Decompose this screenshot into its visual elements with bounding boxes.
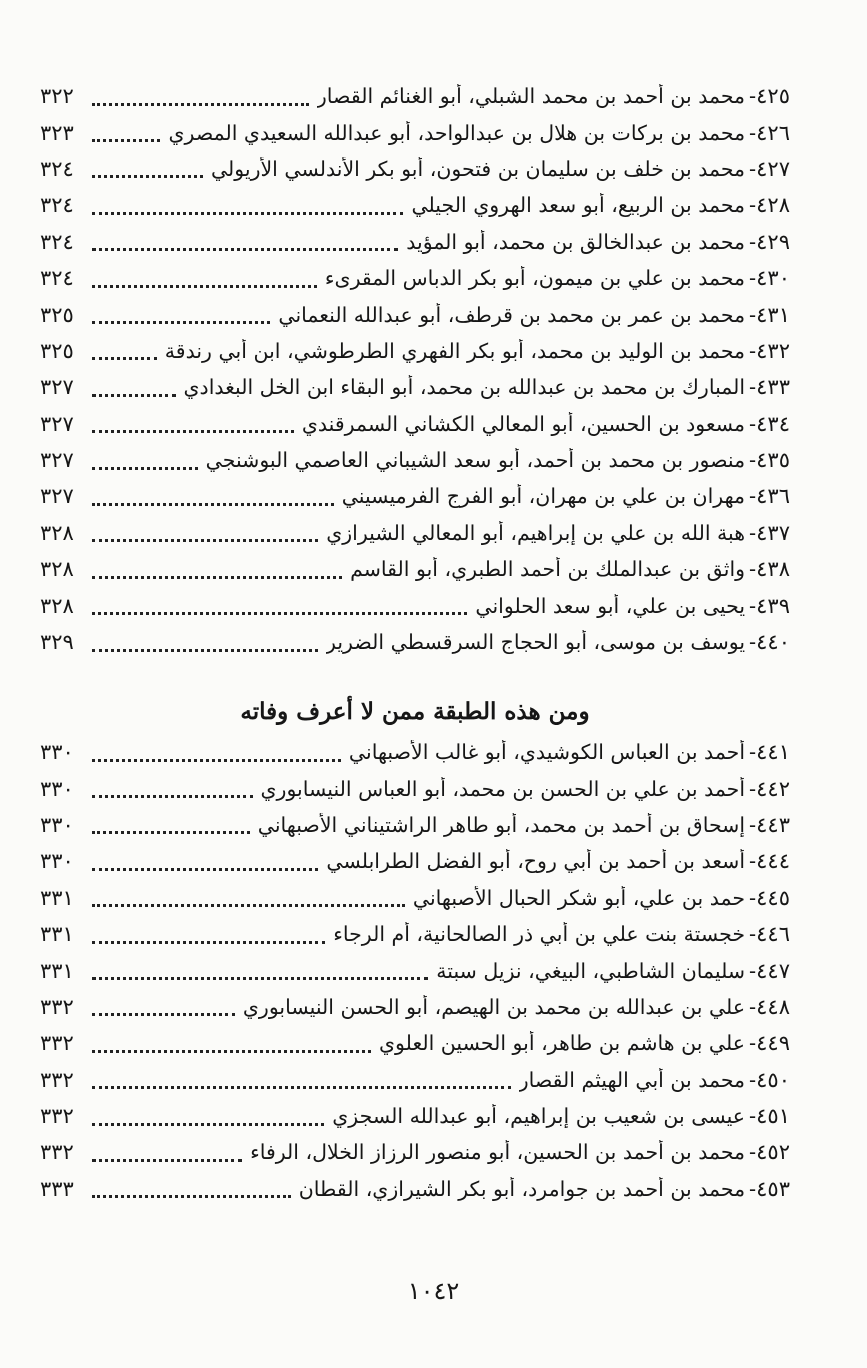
entry-number: ٤٢٥- [749,84,790,109]
dot-leader [92,957,428,980]
entry-page: ٣٢٨ [40,593,74,618]
dot-leader [92,1066,511,1089]
entry-number: ٤٣٦- [749,484,790,509]
entry-page: ٣٣٠ [40,812,74,837]
entry-page: ٣٣٢ [40,1067,74,1092]
index-entry [40,1134,790,1170]
index-entry [40,114,790,150]
entry-page: ٣٢٤ [40,156,74,181]
dot-leader [92,447,198,470]
dot-leader [92,1103,324,1126]
entry-name: إسحاق بن أحمد بن محمد، أبو طاهر الراشتيناني الأصبهاني [257,812,746,837]
index-entry [40,624,790,660]
entry-name: محمد بن الربيع، أبو سعد الهروي الجيلي [411,193,746,218]
entry-name: يحيى بن علي، أبو سعد الحلواني [475,593,746,618]
dot-leader [92,739,341,762]
entry-name: محمد بن أحمد بن محمد الشبلي، أبو الغنائم القصار [316,84,746,109]
dot-leader [92,629,318,652]
entry-number: ٤٤٣- [749,812,790,837]
dot-leader [92,1175,291,1198]
entry-page: ٣٣٣ [40,1176,74,1201]
entry-name: منصور بن محمد بن أحمد، أبو سعد الشيباني العاصمي البوشنجي [205,448,746,473]
entry-page: ٣٢٤ [40,266,74,291]
index-entry [40,1171,790,1207]
index-entry [40,952,790,988]
entry-number: ٤٣٥- [749,448,790,473]
dot-leader [92,556,342,579]
index-entry [40,734,790,770]
index-entry [40,260,790,296]
entry-name: أسعد بن أحمد بن أبي روح، أبو الفضل الطرابلسي [326,849,746,874]
entry-number: ٤٢٧- [749,156,790,181]
entry-page: ٣٢٧ [40,375,74,400]
entry-page: ٣٢٥ [40,302,74,327]
entry-number: ٤٤٢- [749,776,790,801]
entry-page: ٣٢٨ [40,520,74,545]
index-entry [40,187,790,223]
entry-name: مهران بن علي بن مهران، أبو الفرج الفرميسيني [341,484,746,509]
index-entry [40,989,790,1025]
entry-page: ٣٣٠ [40,849,74,874]
entry-number: ٤٢٨- [749,193,790,218]
dot-leader [92,1139,242,1162]
entry-number: ٤٤٤- [749,849,790,874]
entry-name: محمد بن أحمد بن الحسين، أبو منصور الرزاز الخلال، الرفاء [250,1140,746,1165]
entry-number: ٤٥٣- [749,1176,790,1201]
dot-leader [92,265,317,288]
entry-page: ٣٢٩ [40,630,74,655]
entry-number: ٤٤٩- [749,1031,790,1056]
dot-leader [92,410,294,433]
dot-leader [92,775,253,798]
index-entry [40,369,790,405]
entry-number: ٤٤١- [749,740,790,765]
entry-number: ٤٢٦- [749,120,790,145]
entry-page: ٣٣٢ [40,1140,74,1165]
index-entry [40,224,790,260]
entry-name: محمد بن علي بن ميمون، أبو بكر الدباس المقرىء [324,266,746,291]
entry-number: ٤٣٠- [749,266,790,291]
entry-page: ٣٣٠ [40,740,74,765]
dot-leader [92,848,318,871]
index-entry [40,916,790,952]
index-entry [40,551,790,587]
entry-name: أحمد بن علي بن الحسن بن محمد، أبو العباس النيسابوري [260,776,746,801]
entry-name: حمد بن علي، أبو شكر الحبال الأصبهاني [412,885,746,910]
section-heading: ومن هذه الطبقة ممن لا أعرف وفاته [240,698,590,725]
entry-name: محمد بن أبي الهيثم القصار [518,1067,746,1092]
index-entry [40,1025,790,1061]
entry-page: ٣٣٢ [40,1031,74,1056]
entry-page: ٣٣٢ [40,1104,74,1129]
dot-leader [92,993,235,1016]
entry-name: محمد بن بركات بن هلال بن عبدالواحد، أبو عبدالله السعيدي المصري [168,120,746,145]
dot-leader [92,483,334,506]
entry-page: ٣٢٧ [40,484,74,509]
entry-page: ٣٢٤ [40,193,74,218]
entry-name: يوسف بن موسى، أبو الحجاج السرقسطي الضرير [326,630,746,655]
dot-leader [92,921,325,944]
entry-page: ٣٣١ [40,958,74,983]
dot-leader [92,337,157,360]
entry-number: ٤٣١- [749,302,790,327]
entry-number: ٤٣٣- [749,375,790,400]
index-entry [40,587,790,623]
dot-leader [92,884,405,907]
entry-name: محمد بن خلف بن سليمان بن فتحون، أبو بكر الأندلسي الأريولي [210,156,746,181]
entry-page: ٣٢٧ [40,448,74,473]
entry-page: ٣٣١ [40,922,74,947]
index-entry [40,333,790,369]
dot-leader [92,811,250,834]
entry-name: علي بن عبدالله بن محمد بن الهيصم، أبو الحسن النيسابوري [242,994,746,1019]
entry-name: محمد بن الوليد بن محمد، أبو بكر الفهري الطرطوشي، ابن أبي رندقة [164,338,746,363]
entry-page: ٣٣١ [40,885,74,910]
index-entry [40,807,790,843]
entry-page: ٣٢٤ [40,229,74,254]
entry-name: خجستة بنت علي بن أبي ذر الصالحانية، أم الرجاء [333,922,746,947]
index-entry [40,151,790,187]
entry-number: ٤٤٦- [749,922,790,947]
dot-leader [92,83,309,106]
page-number: ١٠٤٢ [407,1277,460,1305]
entry-number: ٤٣٨- [749,557,790,582]
dot-leader [92,119,160,142]
entry-page: ٣٢٣ [40,120,74,145]
entry-name: محمد بن عبدالخالق بن محمد، أبو المؤيد [406,229,746,254]
entry-name: هبة الله بن علي بن إبراهيم، أبو المعالي الشيرازي [326,520,746,545]
entry-number: ٤٣٩- [749,593,790,618]
entry-number: ٤٤٥- [749,885,790,910]
entry-number: ٤٢٩- [749,229,790,254]
entry-name: محمد بن عمر بن محمد بن قرطف، أبو عبدالله النعماني [278,302,746,327]
entries-unknown-list [40,734,790,1207]
entry-number: ٤٥١- [749,1104,790,1129]
entry-name: واثق بن عبدالملك بن أحمد الطبري، أبو القاسم [350,557,746,582]
entry-page: ٣٢٧ [40,411,74,436]
dot-leader [92,519,318,542]
entry-name: سليمان الشاطبي، البيغي، نزيل سبتة [436,958,746,983]
index-entry [40,296,790,332]
entry-name: مسعود بن الحسين، أبو المعالي الكشاني السمرقندي [301,411,746,436]
index-entry [40,406,790,442]
dot-leader [92,592,467,615]
dot-leader [92,228,398,251]
entries-main-list [40,78,790,660]
entry-number: ٤٣٢- [749,338,790,363]
entry-number: ٤٤٨- [749,994,790,1019]
index-entry [40,1098,790,1134]
entry-number: ٤٥٠- [749,1067,790,1092]
entry-page: ٣٢٨ [40,557,74,582]
entry-name: المبارك بن محمد بن عبدالله بن محمد، أبو البقاء ابن الخل البغدادي [183,375,746,400]
dot-leader [92,301,270,324]
index-entry [40,478,790,514]
index-entry [40,442,790,478]
entry-name: علي بن هاشم بن طاهر، أبو الحسين العلوي [379,1031,746,1056]
dot-leader [92,1030,371,1053]
entry-number: ٤٣٧- [749,520,790,545]
index-entry [40,880,790,916]
entry-page: ٣٢٥ [40,338,74,363]
entry-number: ٤٤٧- [749,958,790,983]
index-entry [40,843,790,879]
index-entry [40,78,790,114]
index-entry [40,515,790,551]
index-entry [40,1062,790,1098]
entry-number: ٤٥٢- [749,1140,790,1165]
entry-name: أحمد بن العباس الكوشيدي، أبو غالب الأصبهاني [348,740,746,765]
entry-page: ٣٣٢ [40,994,74,1019]
dot-leader [92,155,203,178]
entry-page: ٣٣٠ [40,776,74,801]
index-entry [40,770,790,806]
dot-leader [92,192,403,215]
dot-leader [92,374,176,397]
entry-number: ٤٤٠- [749,630,790,655]
entry-page: ٣٢٢ [40,84,74,109]
entry-number: ٤٣٤- [749,411,790,436]
entry-name: عيسى بن شعيب بن إبراهيم، أبو عبدالله السجزي [332,1104,746,1129]
entry-name: محمد بن أحمد بن جوامرد، أبو بكر الشيرازي، القطان [298,1176,746,1201]
